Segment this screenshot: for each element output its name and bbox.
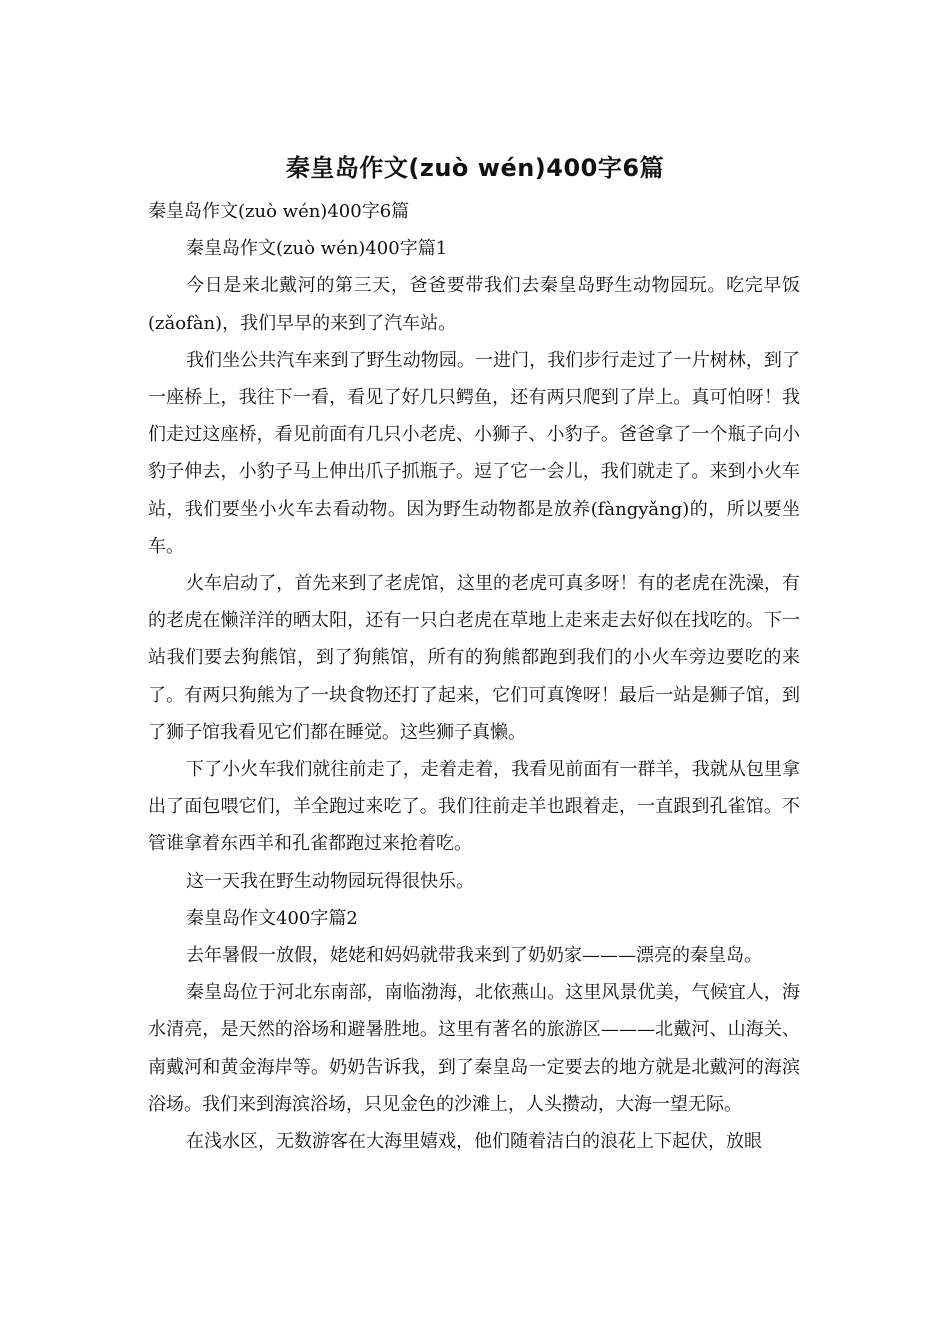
paragraph: 这一天我在野生动物园玩得很快乐。 [186, 870, 474, 892]
section-heading: 秦皇岛作文(zuò wén)400字篇1 [186, 238, 448, 260]
section-heading: 秦皇岛作文400字篇2 [186, 907, 358, 929]
paragraph: 去年暑假一放假，姥姥和妈妈就带我来到了奶奶家———漂亮的秦皇岛。 [186, 945, 762, 967]
document-body [148, 193, 800, 1160]
document-title: 秦皇岛作文(zuò wén)400字6篇 [285, 154, 665, 182]
paragraph: 今日是来北戴河的第三天，爸爸要带我们去秦皇岛野生动物园玩。吃完早饭(zǎofàn)，我们早早的来到了汽车站。 [148, 275, 800, 334]
subtitle-line: 秦皇岛作文(zuò wén)400字6篇 [148, 201, 410, 222]
paragraph: 秦皇岛位于河北东南部，南临渤海，北依燕山。这里风景优美，气候宜人，海水清亮，是天然的浴场和避暑胜地。这里有著名的旅游区———北戴河、山海关、南戴河和黄金海岸等。奶奶告诉我，到了秦皇岛一定要去的地方就是北戴河的海滨浴场。我们来到海滨浴场，只见金色的沙滩上，人头攒动，大海一望无际。 [148, 982, 800, 1115]
paragraph: 火车启动了，首先来到了老虎馆，这里的老虎可真多呀！有的老虎在洗澡，有的老虎在懒洋洋的晒太阳，还有一只白老虎在草地上走来走去好似在找吃的。下一站我们要去狗熊馆，到了狗熊馆，所有的狗熊都跑到我们的小火车旁边要吃的来了。有两只狗熊为了一块食物还打了起来，它们可真馋呀！最后一站是狮子馆，到了狮子馆我看见它们都在睡觉。这些狮子真懒。 [148, 573, 800, 743]
paragraph: 在浅水区，无数游客在大海里嬉戏，他们随着洁白的浪花上下起伏，放眼 [186, 1131, 762, 1153]
paragraph: 下了小火车我们就往前走了，走着走着，我看见前面有一群羊，我就从包里拿出了面包喂它们，羊全跑过来吃了。我们往前走羊也跟着走，一直跟到孔雀馆。不管谁拿着东西羊和孔雀都跑过来抢着吃。 [148, 759, 800, 855]
paragraph: 我们坐公共汽车来到了野生动物园。一进门，我们步行走过了一片树林，到了一座桥上，我往下一看，看见了好几只鳄鱼，还有两只爬到了岸上。真可怕呀！我们走过这座桥，看见前面有几只小老虎、小狮子、小豹子。爸爸拿了一个瓶子向小豹子伸去，小豹子马上伸出爪子抓瓶子。逗了它一会儿，我们就走了。来到小火车站，我们要坐小火车去看动物。因为野生动物都是放养(fàngyǎng)的，所以要坐车。 [148, 349, 800, 557]
